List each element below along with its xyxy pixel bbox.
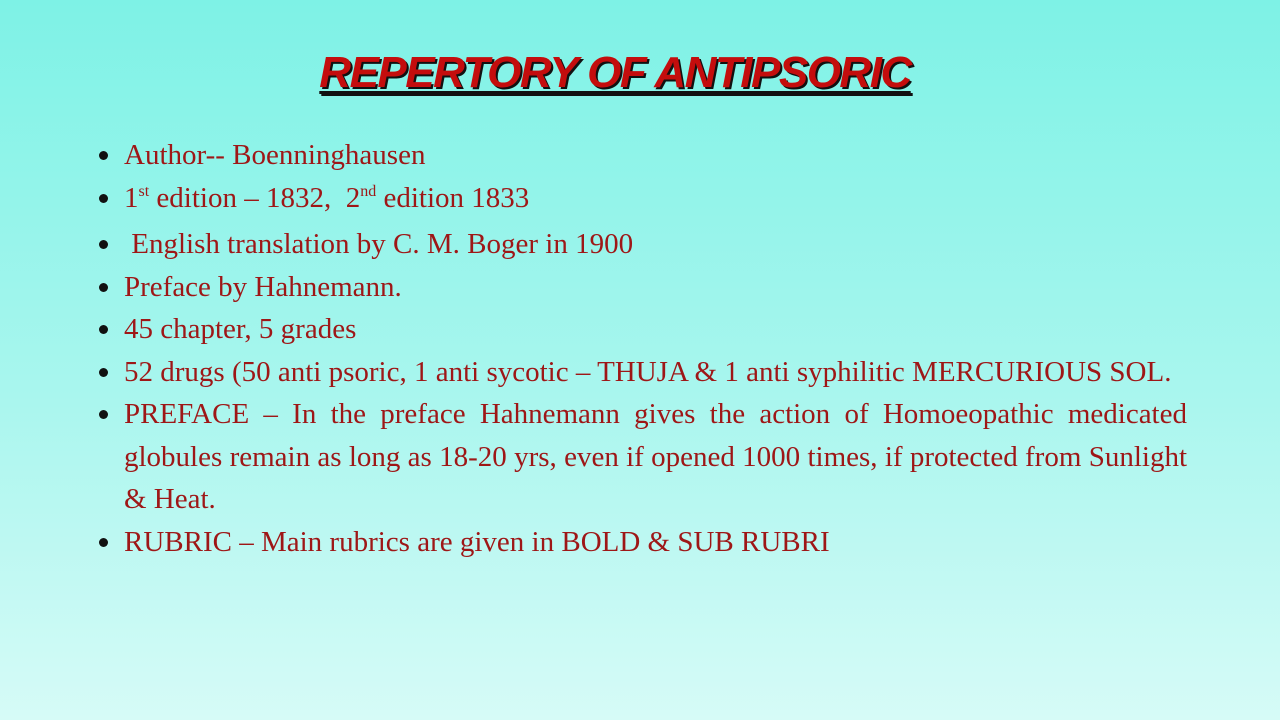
list-item xyxy=(97,393,1187,521)
slide-title: REPERTORY OF ANTIPSORIC xyxy=(319,48,911,97)
list-item xyxy=(97,266,1187,309)
list-item xyxy=(97,351,1187,394)
bullet-dot-icon xyxy=(99,151,108,160)
bullet-list xyxy=(97,134,1187,563)
drugs-text: 52 drugs (50 anti psoric, 1 anti sycotic – THUJA & 1 anti syphilitic MERCURIOUS SOL. xyxy=(124,355,1172,388)
edition2-superscript: nd xyxy=(360,182,377,200)
preface-text: PREFACE – In the preface Hahnemann gives the action of Homoeopathic medicated globules remain as long as 18-20 yrs, even if opened 1000 times, if protected from Sunlight & Heat. xyxy=(124,398,1187,515)
edition1-number: 1 xyxy=(124,181,139,214)
list-item xyxy=(97,521,1187,564)
edition2-text: edition 1833 xyxy=(376,181,530,214)
list-item xyxy=(97,134,1187,177)
edition1-text: edition – 1832, xyxy=(149,181,346,214)
preface-by-text: Preface by Hahnemann. xyxy=(124,270,402,303)
list-item xyxy=(97,177,1187,220)
bullet-dot-icon xyxy=(99,538,108,547)
bullet-dot-icon xyxy=(99,410,108,419)
bullet-dot-icon xyxy=(99,194,108,203)
edition2-number: 2 xyxy=(345,181,361,214)
bullet-dot-icon xyxy=(99,325,108,334)
author-text: Author-- Boenninghausen xyxy=(124,139,426,171)
list-item xyxy=(97,308,1187,351)
bullet-dot-icon xyxy=(99,368,108,377)
translation-text: English translation by C. M. Boger in 1900 xyxy=(124,228,634,260)
chapters-text: 45 chapter, 5 grades xyxy=(124,313,357,345)
bullet-dot-icon xyxy=(99,283,108,292)
edition1-superscript: st xyxy=(138,182,150,200)
rubric-text: RUBRIC – Main rubrics are given in BOLD & SUB RUBRI xyxy=(124,525,830,558)
list-item xyxy=(97,223,1187,266)
bullet-dot-icon xyxy=(99,240,108,249)
